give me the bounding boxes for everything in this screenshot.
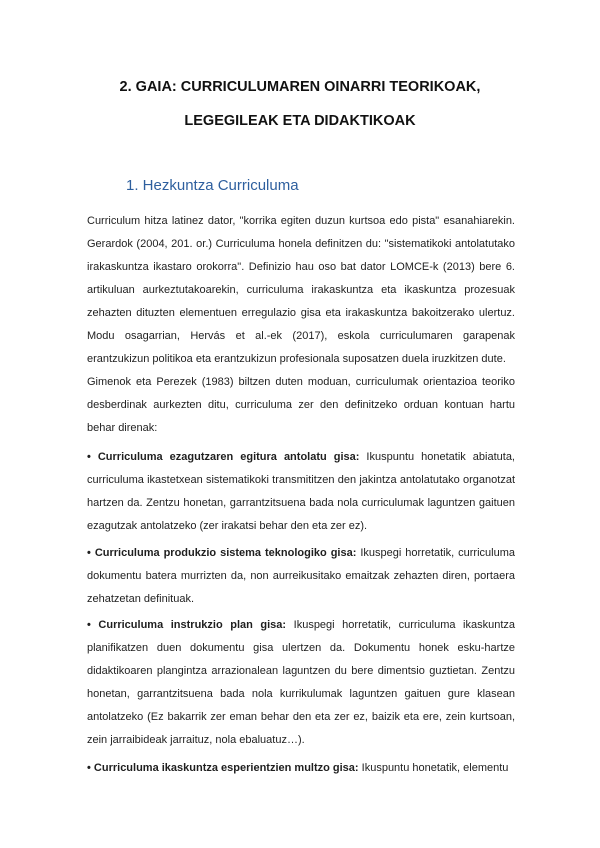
chapter-title-line-2: LEGEGILEAK ETA DIDAKTIKOAK [184,113,416,129]
bullet-technological-production [87,542,515,611]
paragraph-curriculum-definition: Curriculum hitza latinez dator, "korrika egiten duzun kurtsoa edo pista" esanahiarekin. Gerardok (2004, 201. or.) Curriculuma honela definitzen du: "sistematikoki antolatutako irakaskuntza ikastaro orokorra". Definizio hau oso bat dator LOMCE-k (2013) bere 6. artikuluan aurkeztutakoarekin, curriculuma irakaskuntza eta ikaskuntza prozesuak zehazten dituzten elementuen erregulazio gisa eta irakaskuntza bakoitzerako ulertuz. Modu osagarrian, Hervás et al.-ek (2017), eskola curriculumaren garapenak erantzukizun politikoa eta erantzukizun profesionala suposatzen duela iruzkitzen dute. [87,215,515,365]
bullet-learning-experiences [87,757,515,780]
bullet-text: Ikuspegi horretatik, curriculuma ikaskuntza planifikatzen duen dokumentu gisa ulertzen da. Dokumentu honek esku-hartze didaktikoaren plangintza arrazionalean laguntzen du bere dimentsio guztietan. Zentzu honetan, garrantzitsuena bada nola kurrikulumak laguntzen gaituen gure klasean antolatzeko (Ez bakarrik zer eman behar den eta zer ez, baizik eta ere, zein kurtsoan, zein jarraibideak jarraituz, nola ebaluatuz…). [87,619,515,746]
bullet-text: Ikuspegi horretatik, curriculuma dokumentu batera murrizten da, non aurreikusitako emaitzak zehazten diren, portaera zehatzetan definituak. [87,547,515,605]
bullet-knowledge-structure [87,446,515,538]
paragraph-theoretical-orientations: Gimenok eta Perezek (1983) biltzen duten moduan, curriculumak orientazioa teoriko desberdinak aurkezten ditu, curriculuma zer den definitzeko orduan kontuan hartu behar direnak: [87,376,515,434]
bullet-instruction-plan [87,614,515,752]
bullet-text: Ikuspuntu honetatik abiatuta, curriculuma ikastetxean sistematikoki transmititzen den jakintza antolatutako organotzat hartzen da. Zentzu honetan, garrantzitsuena bada nola curriculumak laguntzen gaituen ezagutzak antolatzeko (zer irakatsi behar den eta zer ez). [87,451,515,532]
section-heading: 1. Hezkuntza Curriculuma [126,177,299,194]
bullet-title: • Curriculuma produkzio sistema teknologiko gisa: [87,547,357,559]
bullet-text: Ikuspuntu honetatik, elementu [358,762,509,774]
bullet-title: • Curriculuma ezagutzaren egitura antolatu gisa: [87,451,360,463]
bullet-title: • Curriculuma ikaskuntza esperientzien multzo gisa: [87,762,359,774]
chapter-title-line-1: 2. GAIA: CURRICULUMAREN OINARRI TEORIKOAK, [119,79,481,95]
bullet-title: • Curriculuma instrukzio plan gisa: [87,619,287,631]
